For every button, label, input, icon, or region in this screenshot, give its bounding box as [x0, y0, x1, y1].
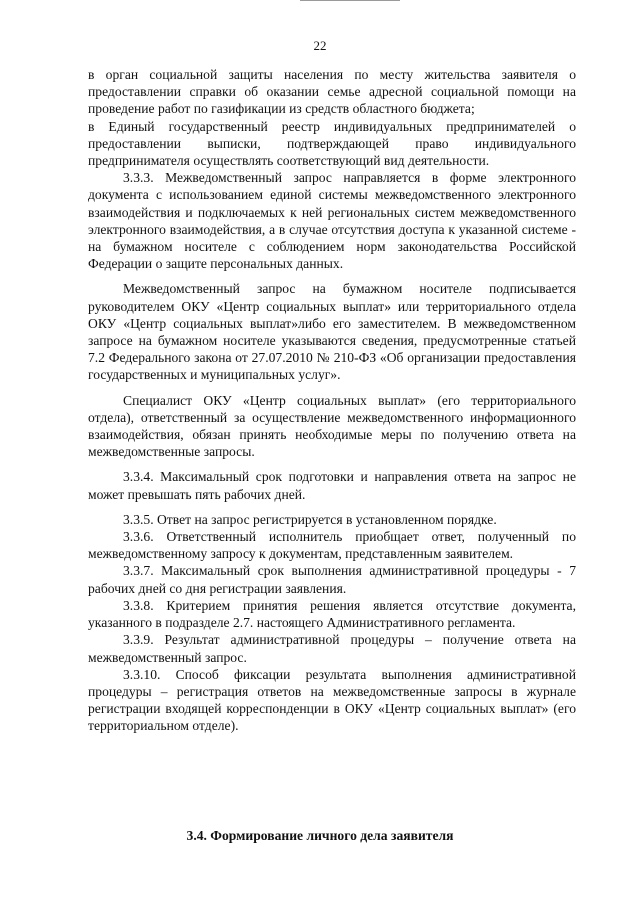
paragraph-paper-request: Межведомственный запрос на бумажном носителе подписывается руководителем ОКУ «Центр социальных выплат» или территориального отдела ОКУ «Центр социальных выплат»либо его заместителем. В межведомственном запросе на бумажном носителе указываются сведения, предусмотренные статьей 7.2 Федерального закона от 27.07.2010 № 210-ФЗ «Об организации предоставления государственных и муниципальных услуг».	[88, 281, 576, 383]
paragraph-3-3-10: 3.3.10. Способ фиксации результата выполнения административной процедуры – регистрация ответов на межведомственные запросы в журнале регистрации входящей корреспонденции в ОКУ «Центр социальных выплат» (его территориальном отделе).	[88, 666, 576, 734]
page-number: 22	[313, 38, 327, 53]
paragraph-social-protection-request: в орган социальной защиты населения по месту жительства заявителя о предоставлении справки об оказании семье адресной социальной помощи на проведение работ по газификации из средств областного бюджета;	[88, 67, 576, 117]
body-text	[88, 66, 576, 735]
paragraph-3-3-5: 3.3.5. Ответ на запрос регистрируется в установленном порядке.	[123, 511, 497, 527]
paragraph-specialist: Специалист ОКУ «Центр социальных выплат» (его территориального отдела), ответственный за осуществление межведомственного информационного взаимодействия, обязан принять необходимые меры по получению ответа на межведомственные запросы.	[88, 392, 576, 460]
paragraph-entrepreneur-registry: в Единый государственный реестр индивидуальных предпринимателей о предоставлении выписки, подтверждающей право индивидуального предпринимателя осуществлять соответствующий вид деятельности.	[88, 118, 576, 169]
paragraph-3-3-4: 3.3.4. Максимальный срок подготовки и направления ответа на запрос не может превышать пять рабочих дней.	[88, 469, 576, 502]
paragraph-3-3-9: 3.3.9. Результат административной процедуры – получение ответа на межведомственный запрос.	[88, 632, 576, 665]
paragraph-3-3-7: 3.3.7. Максимальный срок выполнения административной процедуры - 7 рабочих дней со дня регистрации заявления.	[88, 563, 576, 596]
section-heading: 3.4. Формирование личного дела заявителя	[186, 828, 454, 843]
paragraph-3-3-3: 3.3.3. Межведомственный запрос направляется в форме электронного документа с использованием единой системы межведомственного электронного взаимодействия и подключаемых к ней региональных систем межведомственного электронного взаимодействия, а в случае отсутствия доступа к указанной системе - на бумажном носителе с соблюдением норм законодательства Российской Федерации о защите персональных данных.	[88, 170, 576, 272]
paragraph-3-3-8: 3.3.8. Критерием принятия решения является отсутствие документа, указанного в подразделе 2.7. настоящего Административного регламента.	[88, 597, 576, 631]
top-edge-rule	[300, 0, 400, 3]
paragraph-3-3-6: 3.3.6. Ответственный исполнитель приобщает ответ, полученный по межведомственному запросу к документам, представленным заявителем.	[88, 529, 576, 562]
